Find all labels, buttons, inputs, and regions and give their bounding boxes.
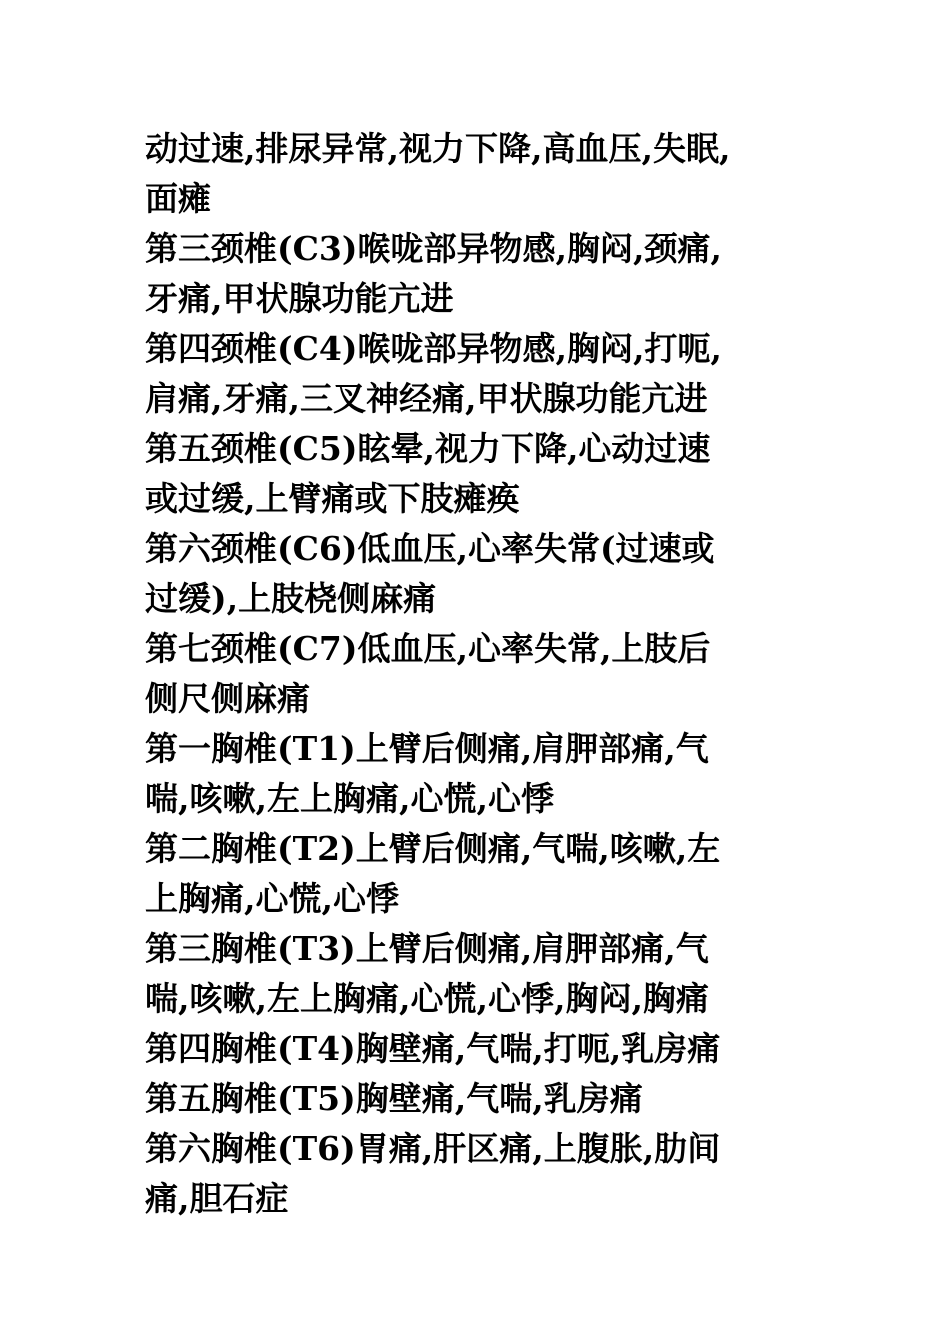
text-line: 第五颈椎(C5)眩晕,视力下降,心动过速 (145, 429, 711, 468)
text-line: 痛,胆石症 (145, 1179, 289, 1218)
text-line: 第二胸椎(T2)上臂后侧痛,气喘,咳嗽,左 (145, 829, 721, 868)
text-line: 第四颈椎(C4)喉咙部异物感,胸闷,打呃, (145, 329, 722, 368)
text-line: 第五胸椎(T5)胸壁痛,气喘,乳房痛 (145, 1079, 643, 1118)
text-line: 喘,咳嗽,左上胸痛,心慌,心悸 (145, 779, 554, 818)
text-line: 侧尺侧麻痛 (145, 679, 310, 718)
text-line: 喘,咳嗽,左上胸痛,心慌,心悸,胸闷,胸痛 (145, 979, 709, 1018)
text-line: 面瘫 (145, 179, 211, 218)
text-line: 牙痛,甲状腺功能亢进 (145, 279, 454, 318)
text-line: 第七颈椎(C7)低血压,心率失常,上肢后 (145, 629, 711, 668)
text-line: 第一胸椎(T1)上臂后侧痛,肩胛部痛,气 (145, 729, 709, 768)
text-line: 上胸痛,心慌,心悸 (145, 879, 399, 918)
text-line: 肩痛,牙痛,三叉神经痛,甲状腺功能亢进 (145, 379, 708, 418)
text-line: 第六颈椎(C6)低血压,心率失常(过速或 (145, 529, 715, 568)
document-body (145, 124, 815, 1224)
text-line: 过缓),上肢桡侧麻痛 (145, 579, 437, 618)
text-line: 第三颈椎(C3)喉咙部异物感,胸闷,颈痛, (145, 229, 722, 268)
text-line: 动过速,排尿异常,视力下降,高血压,失眠, (145, 129, 731, 168)
text-line: 第三胸椎(T3)上臂后侧痛,肩胛部痛,气 (145, 929, 709, 968)
text-line: 第六胸椎(T6)胃痛,肝区痛,上腹胀,肋间 (145, 1129, 721, 1168)
text-line: 第四胸椎(T4)胸壁痛,气喘,打呃,乳房痛 (145, 1029, 721, 1068)
text-line: 或过缓,上臂痛或下肢瘫痪 (145, 479, 520, 518)
